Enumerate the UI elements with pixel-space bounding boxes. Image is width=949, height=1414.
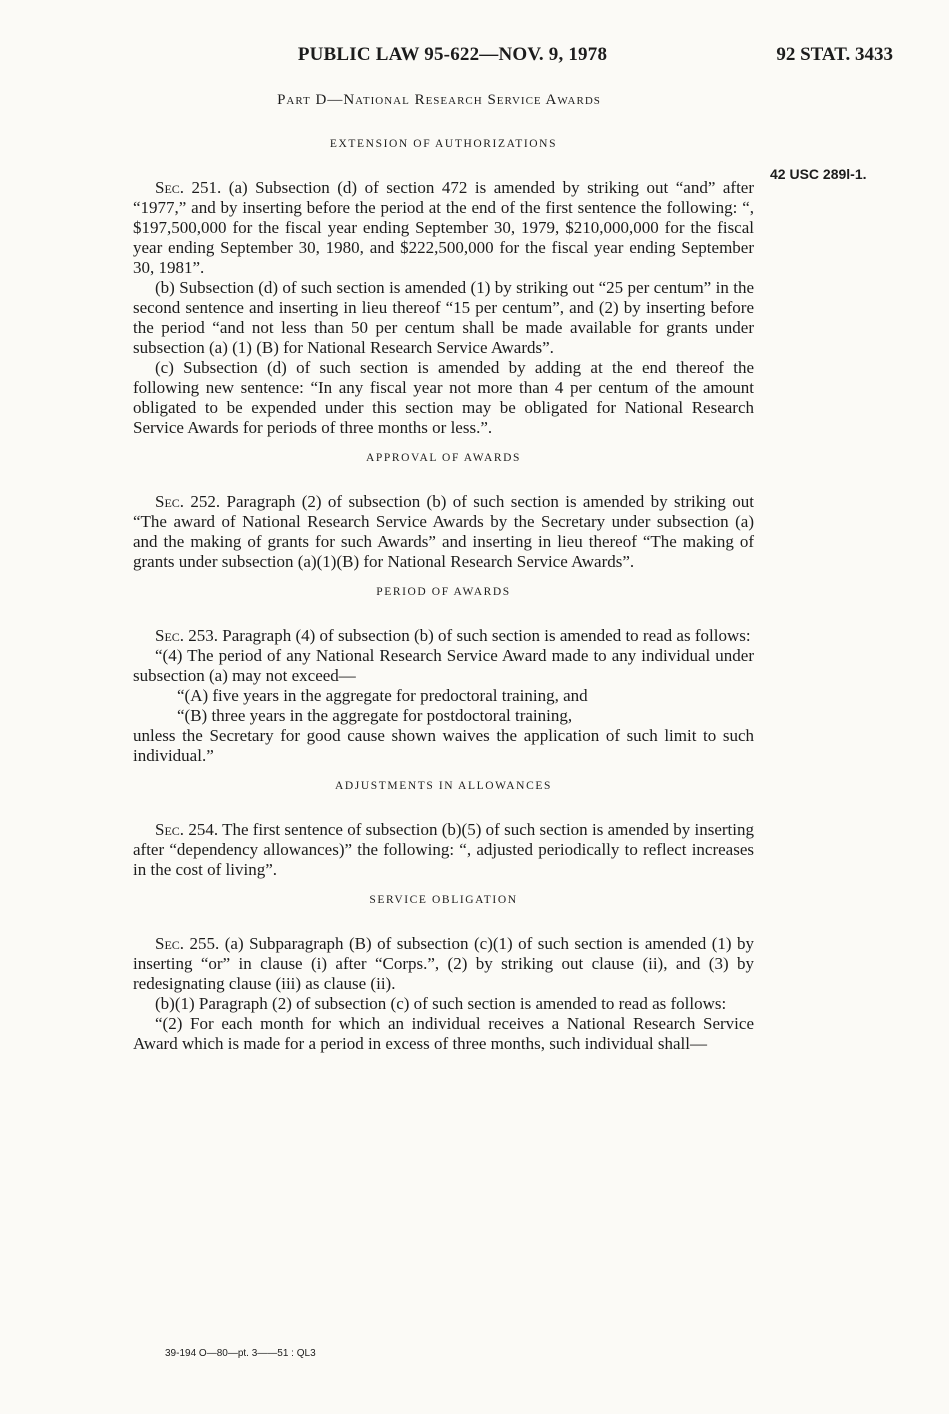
quoted-paragraph: “(2) For each month for which an individual receives a National Research Service Award which is made for a period in excess of three months, such individual shall— (133, 1014, 754, 1053)
page-title: PUBLIC LAW 95-622—NOV. 9, 1978 (297, 44, 608, 65)
section-heading: APPROVAL OF AWARDS (365, 452, 522, 464)
section-paragraph: (b) Subsection (d) of such section is amended (1) by striking out “25 per centum” in the second sentence and inserting in lieu thereof “15 per centum”, and (2) by inserting before the period “and not less than 50 per centum shall be made available for grants under subsection (a) (1) (B) for National Research Service Awards”. (133, 278, 754, 357)
section-paragraph (133, 178, 754, 278)
paragraph-text: Paragraph (4) of subsection (b) of such section is amended to read as follows: (222, 626, 751, 645)
section-paragraph (133, 820, 754, 880)
section-label: Sec. 251. (155, 178, 222, 197)
margin-citation: 42 USC 289l-1. (770, 166, 867, 182)
paragraph-text: (a) Subsection (d) of section 472 is amended by striking out “and” after “1977,” and by inserting before the period at the end of the first sentence the following: “, $197,500,000 for the fiscal year ending September 30, 1979, $210,000,000 for the fiscal year ending September 30, 1980, and $222,500,000 for the fiscal year ending September 30, 1981”. (133, 178, 754, 277)
section-label: Sec. 253. (155, 626, 219, 645)
section-paragraph: (b)(1) Paragraph (2) of subsection (c) of such section is amended to read as follows: (155, 994, 727, 1013)
quoted-clause: “(B) three years in the aggregate for postdoctoral training, (177, 706, 573, 725)
section-heading: SERVICE OBLIGATION (369, 894, 518, 906)
section-heading: EXTENSION OF AUTHORIZATIONS (329, 138, 558, 150)
print-code-footer: 39-194 O—80—pt. 3——51 : QL3 (165, 1348, 316, 1359)
quoted-clause: “(A) five years in the aggregate for predoctoral training, and (177, 686, 588, 705)
section-254 (133, 776, 754, 880)
part-heading: Part D—National Research Service Awards (277, 92, 601, 108)
document-body (133, 134, 754, 1054)
paragraph-text: (a) Subparagraph (B) of subsection (c)(1) of such section is amended (1) by inserting “or” in clause (i) after “Corps.”, (2) by striking out clause (ii), and (3) by redesignating clause (iii) as clause (ii). (133, 934, 754, 993)
section-heading: ADJUSTMENTS IN ALLOWANCES (335, 780, 552, 792)
section-paragraph (133, 934, 754, 994)
section-label: Sec. 255. (155, 934, 220, 953)
section-252 (133, 448, 754, 572)
section-paragraph (133, 626, 754, 646)
statute-page-stamp: 92 STAT. 3433 (776, 44, 893, 65)
paragraph-text: The first sentence of subsection (b)(5) of such section is amended by inserting after “dependency allowances)” the following: “, adjusted periodically to reflect increases in the cost of living”. (133, 820, 754, 879)
section-heading: PERIOD OF AWARDS (376, 586, 511, 598)
section-255 (133, 890, 754, 1054)
section-label: Sec. 254. (155, 820, 219, 839)
section-paragraph: (c) Subsection (d) of such section is amended by adding at the end thereof the following new sentence: “In any fiscal year not more than 4 per centum of the amount obligated to be expended under this section may be obligated for National Research Service Awards for periods of three months or less.”. (133, 358, 754, 437)
paragraph-text: Paragraph (2) of subsection (b) of such section is amended by striking out “The award of National Research Service Awards by the Secretary under subsection (a) and the making of grants for such Awards” and inserting in lieu thereof “The making of grants under subsection (a)(1)(B) for National Research Service Awards”. (133, 492, 754, 571)
section-251 (133, 134, 754, 438)
quoted-paragraph: “(4) The period of any National Research Service Award made to any individual under subsection (a) may not exceed— (133, 646, 754, 685)
section-253 (133, 582, 754, 766)
quoted-paragraph: unless the Secretary for good cause shown waives the application of such limit to such individual.” (133, 726, 754, 765)
section-label: Sec. 252. (155, 492, 221, 511)
section-paragraph (133, 492, 754, 572)
